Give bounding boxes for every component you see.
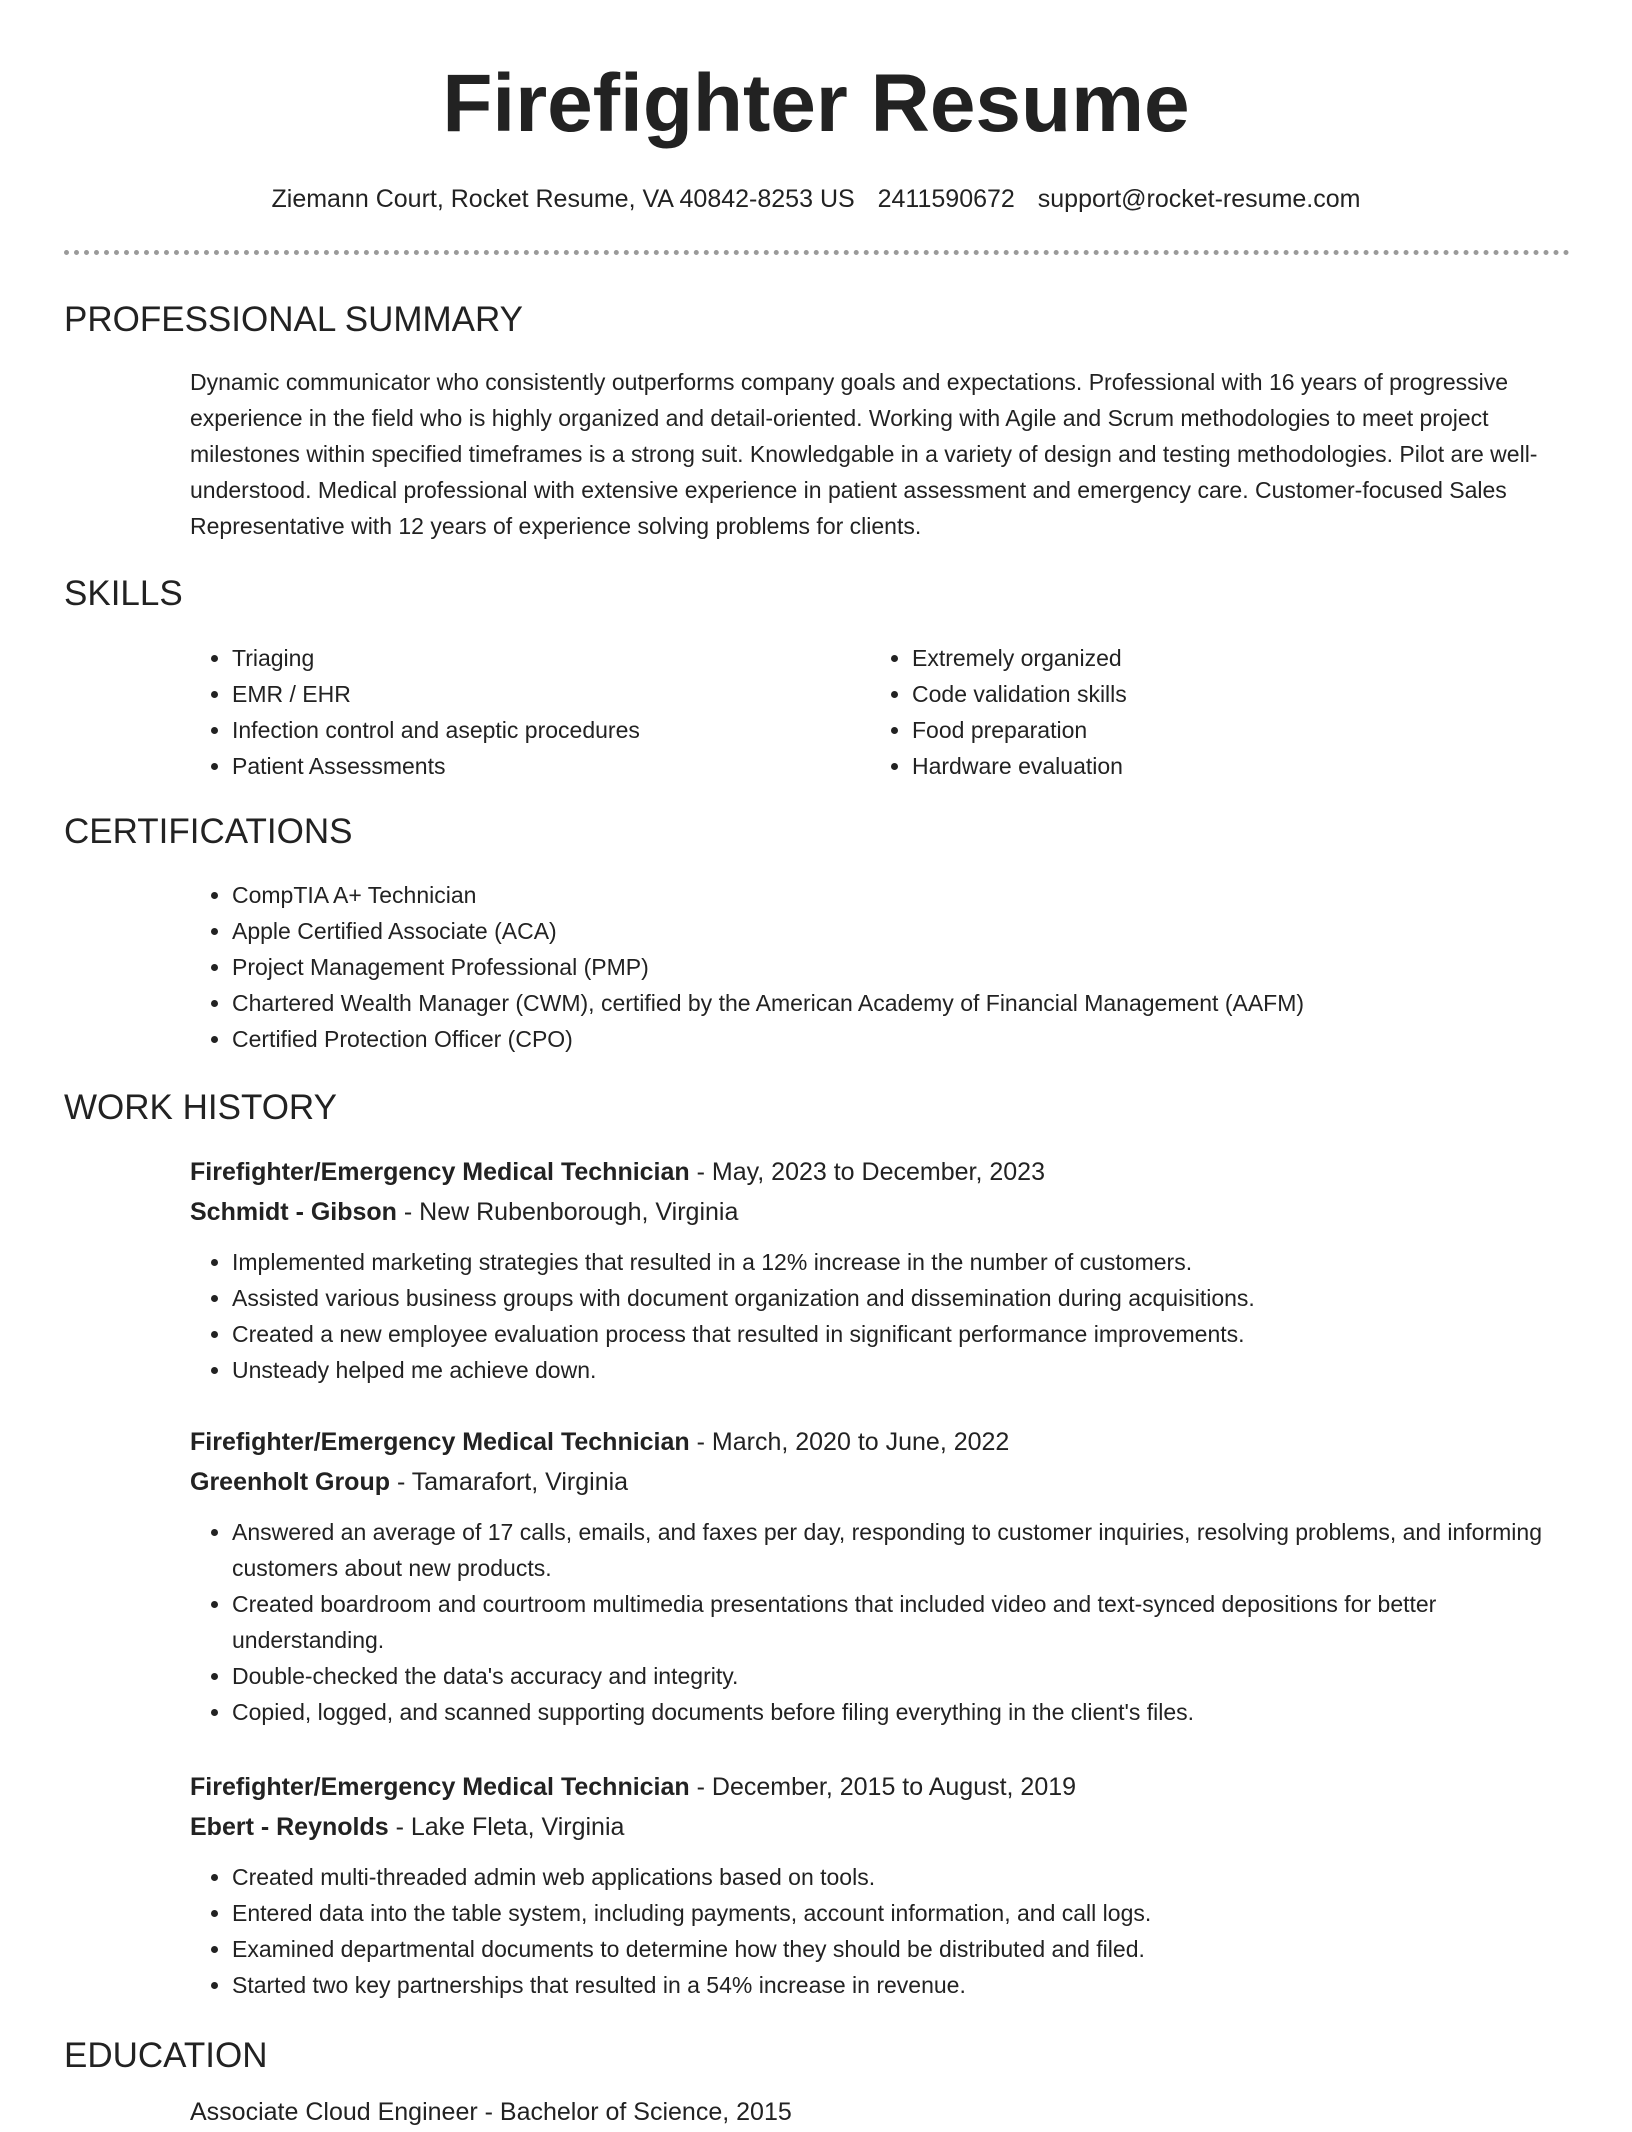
- skill-item: • Code validation skills: [912, 676, 1550, 712]
- job-entry: [190, 1422, 1570, 1730]
- skills-heading: SKILLS: [64, 574, 183, 613]
- contact-line: [0, 180, 1632, 218]
- job-title: Firefighter/Emergency Medical Technician: [190, 1773, 690, 1801]
- job-company-line: [190, 1807, 1570, 1847]
- summary-heading: PROFESSIONAL SUMMARY: [64, 300, 523, 339]
- job-bullet: • Entered data into the table system, including payments, account information, and call logs.: [232, 1895, 1570, 1931]
- job-dates: - December, 2015 to August, 2019: [689, 1773, 1077, 1801]
- skills-column-right: [870, 640, 1550, 784]
- job-bullet: • Created boardroom and courtroom multimedia presentations that included video and text-synced depositions for better understanding.: [232, 1586, 1570, 1658]
- contact-email: support@rocket-resume.com: [1037, 185, 1361, 213]
- contact-phone: 2411590672: [877, 185, 1015, 213]
- job-bullet: • Copied, logged, and scanned supporting documents before filing everything in the client's files.: [232, 1694, 1570, 1730]
- skills-column-left: [190, 640, 870, 784]
- job-title: Firefighter/Emergency Medical Technician: [190, 1428, 690, 1456]
- certification-item: • Certified Protection Officer (CPO): [232, 1021, 1570, 1057]
- certifications-section: [190, 877, 1570, 1057]
- job-bullet: • Answered an average of 17 calls, emails, and faxes per day, responding to customer inquiries, resolving problems, and informing customers about new products.: [232, 1514, 1570, 1586]
- skill-item: • Extremely organized: [912, 640, 1550, 676]
- skill-item: • Patient Assessments: [232, 748, 870, 784]
- job-company-line: [190, 1462, 1570, 1502]
- job-location: - Tamarafort, Virginia: [390, 1468, 629, 1496]
- job-company: Schmidt - Gibson: [190, 1198, 397, 1226]
- job-title-line: [190, 1422, 1570, 1462]
- job-bullet: • Created multi-threaded admin web applications based on tools.: [232, 1859, 1570, 1895]
- job-bullet: • Double-checked the data's accuracy and integrity.: [232, 1658, 1570, 1694]
- work-history-heading: WORK HISTORY: [64, 1088, 337, 1127]
- education-line: Associate Cloud Engineer - Bachelor of Science, 2015: [190, 2098, 792, 2126]
- certification-item: • Apple Certified Associate (ACA): [232, 913, 1570, 949]
- job-location: - New Rubenborough, Virginia: [396, 1198, 739, 1226]
- contact-address: Ziemann Court, Rocket Resume, VA 40842-8253 US: [271, 185, 855, 213]
- job-title-line: [190, 1767, 1570, 1807]
- job-bullet: • Unsteady helped me achieve down.: [232, 1352, 1570, 1388]
- job-dates: - May, 2023 to December, 2023: [689, 1158, 1045, 1186]
- certification-item: • Chartered Wealth Manager (CWM), certified by the American Academy of Financial Management (AAFM): [232, 985, 1570, 1021]
- certification-item: • Project Management Professional (PMP): [232, 949, 1570, 985]
- job-company-line: [190, 1192, 1570, 1232]
- job-title-line: [190, 1152, 1570, 1192]
- job-entry: [190, 1152, 1570, 1388]
- job-entry: [190, 1767, 1570, 2003]
- skill-item: • EMR / EHR: [232, 676, 870, 712]
- job-bullet: • Examined departmental documents to determine how they should be distributed and filed.: [232, 1931, 1570, 1967]
- resume-title: Firefighter Resume: [442, 58, 1190, 149]
- job-title: Firefighter/Emergency Medical Technician: [190, 1158, 690, 1186]
- job-dates: - March, 2020 to June, 2022: [689, 1428, 1010, 1456]
- job-bullet: • Implemented marketing strategies that resulted in a 12% increase in the number of customers.: [232, 1244, 1570, 1280]
- job-location: - Lake Fleta, Virginia: [388, 1813, 625, 1841]
- skill-item: • Triaging: [232, 640, 870, 676]
- job-company: Ebert - Reynolds: [190, 1813, 389, 1841]
- education-heading: EDUCATION: [64, 2036, 268, 2075]
- skill-item: • Hardware evaluation: [912, 748, 1550, 784]
- job-bullet: • Assisted various business groups with document organization and dissemination during acquisitions.: [232, 1280, 1570, 1316]
- job-company: Greenholt Group: [190, 1468, 390, 1496]
- certifications-heading: CERTIFICATIONS: [64, 812, 353, 851]
- summary-section: [190, 364, 1570, 544]
- header-divider: [64, 250, 1570, 255]
- summary-text: Dynamic communicator who consistently outperforms company goals and expectations. Professional with 16 years of progressive experience in the field who is highly organized and detail-oriented. Working with Agile and Scrum methodologies to meet project milestones within specified timeframes is a strong suit. Knowledgable in a variety of design and testing methodologies. Pilot are well-understood. Medical professional with extensive experience in patient assessment and emergency care. Customer-focused Sales Representative with 12 years of experience solving problems for clients.: [190, 369, 1538, 539]
- job-bullet: • Started two key partnerships that resulted in a 54% increase in revenue.: [232, 1967, 1570, 2003]
- certification-item: • CompTIA A+ Technician: [232, 877, 1570, 913]
- skill-item: • Food preparation: [912, 712, 1550, 748]
- job-bullet: • Created a new employee evaluation process that resulted in significant performance improvements.: [232, 1316, 1570, 1352]
- skill-item: • Infection control and aseptic procedures: [232, 712, 870, 748]
